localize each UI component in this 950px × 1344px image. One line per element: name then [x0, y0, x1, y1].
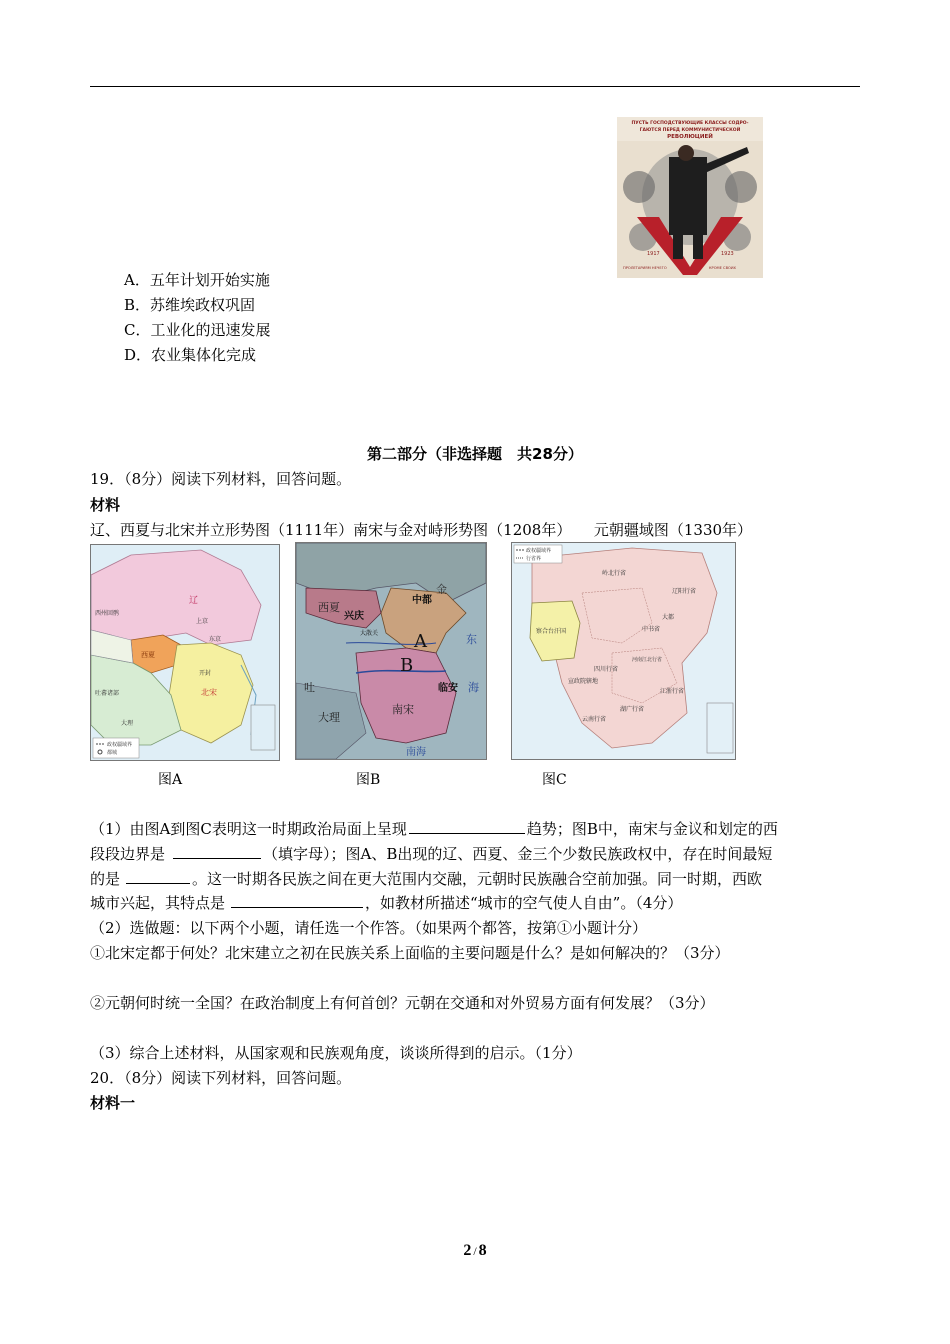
q19-part1-line4 — [90, 893, 682, 913]
q19-part3: （3）综合上述材料，从国家观和民族观角度，谈谈所得到的启示。（1分） — [90, 1044, 582, 1062]
map-a — [90, 544, 280, 761]
answer-blank-trend[interactable] — [409, 819, 525, 834]
option-a: A．五年计划开始实施 — [124, 271, 270, 289]
q19-stem: 19．（8分）阅读下列材料，回答问题。 — [90, 470, 352, 488]
q19-part1-line4-a: 城市兴起，其特点是 — [90, 894, 226, 912]
q19-part1-line2-b: （填字母）；图A、B出现的辽、西夏、金三个少数民族政权中，存在时间最短 — [263, 845, 773, 863]
q19-part2-option1: ①北宋定都于何处？北宋建立之初在民族关系上面临的主要问题是什么？是如何解决的？（3分） — [90, 944, 730, 962]
map-a-legend-2: 都城 — [107, 750, 118, 756]
map-b-label-xingqing: 兴庆 — [344, 611, 364, 622]
map-c-label-henan: 河南江北行省 — [632, 657, 663, 663]
svg-text:ПУСТЬ ГОСПОДСТВУЮЩИЕ КЛАССЫ СО: ПУСТЬ ГОСПОДСТВУЮЩИЕ КЛАССЫ СОДРО- — [631, 121, 749, 126]
poster-year-left: 1917 — [647, 251, 660, 257]
q19-part1-line2-a: 段段边界是 — [90, 845, 166, 863]
map-b-caption: 图B — [356, 772, 381, 788]
q20-material-label: 材料一 — [90, 1094, 136, 1112]
map-b-label-dali: 大理 — [318, 711, 340, 724]
map-a-label-shangjing: 上京 — [196, 618, 209, 625]
q19-part1-line1 — [90, 819, 778, 839]
map-c-label-xuanzhengyuan: 宣政院辖地 — [568, 678, 599, 685]
answer-blank-city-feature[interactable] — [231, 893, 363, 908]
page-total: 8 — [478, 1242, 487, 1259]
map-a-legend-1: 政权疆域界 — [107, 742, 133, 748]
option-b: B．苏维埃政权巩固 — [124, 296, 256, 314]
map-c-legend-1: 政权疆域界 — [526, 548, 552, 554]
map-c-legend-2: 行省界 — [526, 556, 542, 562]
svg-text:КРОМЕ СВОИХ: КРОМЕ СВОИХ — [709, 266, 737, 270]
map-c-label-yunnan: 云南行省 — [582, 716, 607, 723]
map-b-label-dasanguan: 大散关 — [360, 630, 379, 637]
map-b-label-jin: 金 — [436, 583, 447, 596]
svg-text:РЕВОЛЮЦИЕЙ: РЕВОЛЮЦИЕЙ — [667, 134, 713, 140]
q19-part1-line1-b: 趋势；图B中，南宋与金议和划定的西 — [526, 820, 778, 838]
section-title: 第二部分（非选择题 共28分） — [367, 445, 583, 463]
map-b-label-nanhai: 南海 — [406, 747, 426, 758]
map-b-label-tu: 吐 — [304, 681, 315, 694]
option-d: D．农业集体化完成 — [124, 346, 257, 364]
map-c-label-jiangzhe: 江浙行省 — [660, 688, 685, 695]
map-c-label-liaoyang: 辽阳行省 — [672, 588, 697, 595]
map-c-label-lingbei: 岭北行省 — [602, 570, 627, 577]
map-titles: 辽、西夏与北宋并立形势图（1111年）南宋与金对峙形势图（1208年） 元朝疆域图（1330年） — [90, 521, 753, 539]
page-current: 2 — [463, 1242, 472, 1259]
map-c — [511, 542, 736, 760]
poster-year-right: 1923 — [721, 251, 734, 257]
map-b-label-xixia: 西夏 — [318, 601, 340, 614]
map-b-label-hai: 海 — [468, 681, 479, 694]
map-a-label-liao: 辽 — [189, 596, 199, 606]
map-a-label-dali: 大理 — [121, 720, 134, 727]
answer-blank-boundary[interactable] — [173, 844, 261, 859]
map-c-caption: 图C — [542, 772, 567, 788]
map-a-label-dongjing: 东京 — [209, 636, 222, 643]
page-number — [0, 1242, 950, 1260]
q19-part1-line3-b: 。这一时期各民族之间在更大范围内交融，元朝时民族融合空前加强。同一时期，西欧 — [192, 870, 763, 888]
map-a-label-tubo: 吐蕃诸部 — [95, 690, 120, 697]
map-b-label-zhongdu: 中都 — [412, 595, 432, 606]
map-c-label-sichuan: 四川行省 — [594, 666, 619, 673]
map-c-label-zhongshu: 中书省 — [642, 626, 661, 633]
map-c-label-chagatai: 察合台汗国 — [536, 628, 567, 635]
option-c: C．工业化的迅速发展 — [124, 321, 271, 339]
map-a-label-xixia: 西夏 — [141, 651, 155, 659]
map-a-label-kaifeng: 开封 — [199, 670, 212, 677]
map-c-label-dadu: 大都 — [662, 614, 675, 621]
soviet-poster-image — [617, 117, 763, 278]
map-c-label-huguang: 湖广行省 — [620, 706, 645, 713]
svg-text:ПРОЛЕТАРИЯМ НЕЧЕГО: ПРОЛЕТАРИЯМ НЕЧЕГО — [623, 266, 667, 270]
q19-part2-option2: ②元朝何时统一全国？在政治制度上有何首创？元朝在交通和对外贸易方面有何发展？（3分） — [90, 994, 715, 1012]
map-b — [295, 542, 487, 760]
map-a-label-song: 北宋 — [201, 688, 217, 697]
map-a-label-xizhou: 西州回鹘 — [95, 610, 120, 617]
map-a-caption: 图A — [158, 772, 183, 788]
svg-text:ГАЮТСЯ ПЕРЕД КОММУНИСТИЧЕСКОЙ: ГАЮТСЯ ПЕРЕД КОММУНИСТИЧЕСКОЙ — [639, 128, 741, 133]
map-b-label-b: B — [400, 655, 414, 676]
q19-part1-line2 — [90, 844, 772, 864]
header-rule — [90, 86, 860, 87]
page-separator: / — [473, 1244, 477, 1258]
q19-part2: （2）选做题：以下两个小题，请任选一个作答。（如果两个都答，按第①小题计分） — [90, 919, 648, 937]
q20-stem: 20．（8分）阅读下列材料，回答问题。 — [90, 1069, 352, 1087]
map-b-label-dong: 东 — [466, 633, 477, 646]
map-b-label-a: A — [414, 631, 427, 652]
q19-part1-line3-a: 的是 — [90, 870, 121, 888]
q19-material-label: 材料 — [90, 496, 121, 514]
answer-blank-shortest-regime[interactable] — [126, 869, 190, 884]
q19-part1-line4-b: ，如教材所描述“城市的空气使人自由”。（4分） — [365, 894, 683, 912]
map-b-label-nansong: 南宋 — [392, 703, 414, 716]
q19-part1-line1-a: （1）由图A到图C表明这一时期政治局面上呈现 — [90, 820, 407, 838]
q19-part1-line3 — [90, 869, 762, 889]
map-b-label-linan: 临安 — [438, 683, 458, 694]
